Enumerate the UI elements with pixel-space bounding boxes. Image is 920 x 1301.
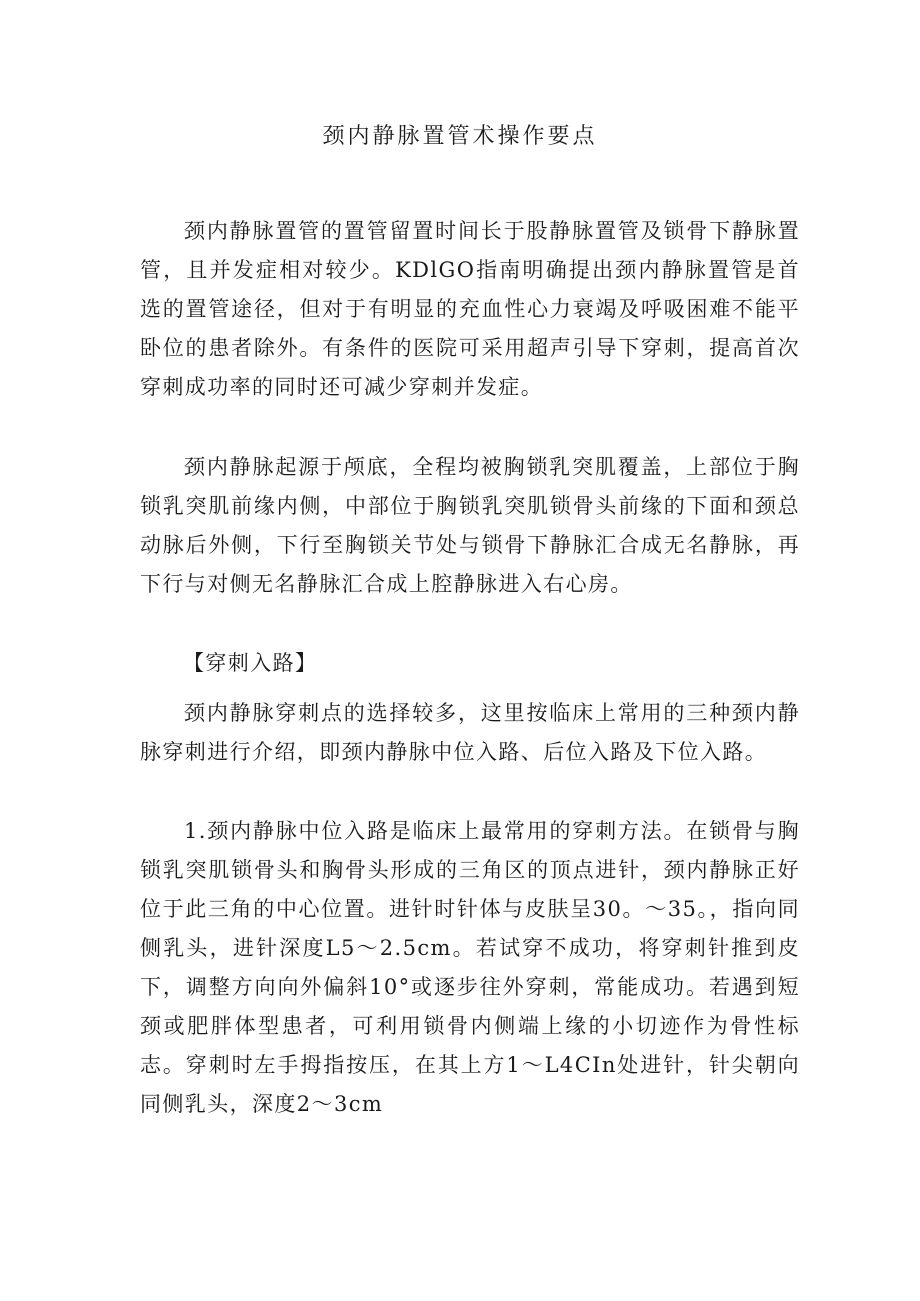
- paragraph-central-approach: 1.颈内静脉中位入路是临床上最常用的穿刺方法。在锁骨与胸锁乳突肌锁骨头和胸骨头形成的三角区的顶点进针，颈内静脉正好位于此三角的中心位置。进针时针体与皮肤呈30。～35。，指向同侧乳头，进针深度L5～2.5cm。若试穿不成功，将穿刺针推到皮下，调整方向向外偏斜10°或逐步往外穿刺，常能成功。若遇到短颈或肥胖体型患者，可利用锁骨内侧端上缘的小切迹作为骨性标志。穿刺时左手拇指按压，在其上方1～L4CIn处进针，针尖朝向同侧乳头，深度2～3cm: [140, 819, 800, 1116]
- paragraph-intro: 颈内静脉置管的置管留置时间长于股静脉置管及锁骨下静脉置管，且并发症相对较少。KDlGO指南明确提出颈内静脉置管是首选的置管途径，但对于有明显的充血性心力衰竭及呼吸困难不能平卧位的患者除外。有条件的医院可采用超声引导下穿刺，提高首次穿刺成功率的同时还可减少穿刺并发症。: [140, 219, 800, 399]
- document-title: 颈内静脉置管术操作要点: [322, 124, 598, 149]
- paragraph-anatomy: 颈内静脉起源于颅底，全程均被胸锁乳突肌覆盖，上部位于胸锁乳突肌前缘内侧，中部位于胸锁乳突肌锁骨头前缘的下面和颈总动脉后外侧，下行至胸锁关节处与锁骨下静脉汇合成无名静脉，再下行与对侧无名静脉汇合成上腔静脉进入右心房。: [140, 455, 800, 596]
- section-heading-approach: 【穿刺入路】: [183, 651, 318, 675]
- paragraph-approach-intro: 颈内静脉穿刺点的选择较多，这里按临床上常用的三种颈内静脉穿刺进行介绍，即颈内静脉中位入路、后位入路及下位入路。: [140, 701, 800, 764]
